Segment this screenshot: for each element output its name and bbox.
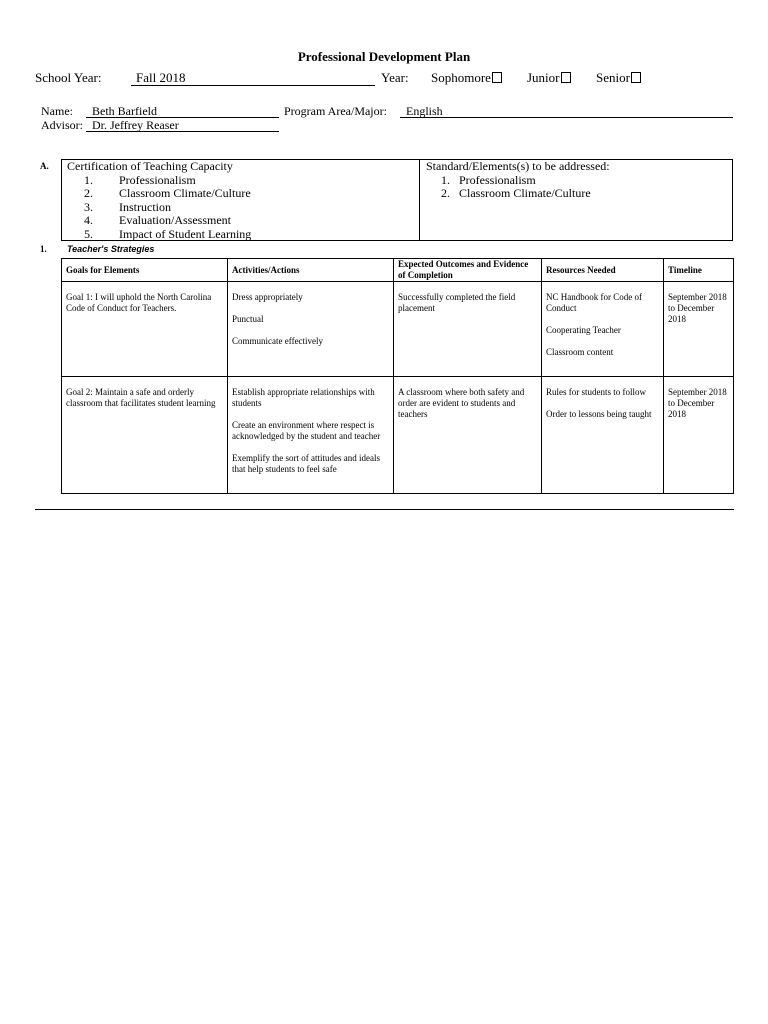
activity-item: Create an environment where respect is acknowledged by the student and teacher: [232, 420, 381, 441]
item-number: 2.: [84, 186, 93, 200]
item-number: 2.: [441, 186, 450, 200]
goal-cell[interactable]: Goal 2: Maintain a safe and orderly classroom that facilitates student learning: [62, 377, 228, 494]
table-row: [62, 282, 734, 377]
resource-item: Cooperating Teacher: [546, 325, 621, 335]
resources-cell[interactable]: [542, 377, 664, 494]
resource-item: Classroom content: [546, 347, 614, 357]
resources-cell[interactable]: [542, 282, 664, 377]
school-year-underline: [131, 85, 375, 86]
certification-list: [67, 160, 251, 241]
resource-item: Order to lessons being taught: [546, 409, 652, 419]
strategies-table: [61, 258, 734, 494]
standards-item: [426, 174, 610, 188]
certification-heading: Certification of Teaching Capacity: [67, 159, 233, 173]
resource-item: NC Handbook for Code of Conduct: [546, 292, 642, 313]
item-text: Classroom Climate/Culture: [459, 186, 591, 200]
standards-heading: Standard/Elements(s) to be addressed:: [426, 159, 610, 173]
advisor-value[interactable]: Dr. Jeffrey Reaser: [92, 118, 179, 132]
section-a-marker: A.: [40, 161, 49, 171]
activity-item: Communicate effectively: [232, 336, 324, 346]
advisor-underline: [86, 131, 279, 132]
certification-item: [67, 187, 251, 201]
name-label: Name:: [41, 104, 73, 118]
activity-item: Dress appropriately: [232, 292, 303, 302]
program-label: Program Area/Major:: [284, 104, 387, 118]
header-resources: Resources Needed: [542, 259, 664, 282]
item-number: 3.: [84, 199, 93, 214]
item-text: Professionalism: [119, 172, 196, 187]
advisor-label: Advisor:: [41, 118, 83, 132]
certification-item: [67, 174, 251, 188]
year-option-sophomore[interactable]: [431, 70, 502, 86]
item-number: 1.: [84, 172, 93, 187]
activity-item: Establish appropriate relationships with students: [232, 387, 375, 408]
resource-item: Rules for students to follow: [546, 387, 646, 397]
program-value[interactable]: English: [406, 104, 443, 118]
junior-checkbox[interactable]: [561, 72, 571, 83]
page-title: Professional Development Plan: [297, 49, 471, 64]
certification-box: [61, 159, 733, 241]
sophomore-checkbox[interactable]: [492, 72, 502, 83]
strategies-heading: Teacher's Strategies: [67, 244, 155, 254]
certification-divider: [419, 160, 420, 240]
standards-item: [426, 187, 610, 201]
header-activities: Activities/Actions: [228, 259, 394, 282]
header-outcomes: Expected Outcomes and Evidence of Completion: [394, 259, 542, 282]
activity-item: Exemplify the sort of attitudes and ideals that help students to feel safe: [232, 453, 380, 474]
item-number: 1.: [441, 172, 450, 187]
timeline-cell[interactable]: September 2018 to December 2018: [664, 377, 734, 494]
year-option-sophomore-label: Sophomore: [431, 70, 491, 85]
activities-cell[interactable]: [228, 282, 394, 377]
item-text: Classroom Climate/Culture: [119, 186, 251, 200]
item-text: Impact of Student Learning: [119, 226, 252, 241]
certification-item: [67, 201, 251, 215]
activity-item: Punctual: [232, 314, 264, 324]
goal-cell[interactable]: Goal 1: I will uphold the North Carolina Code of Conduct for Teachers.: [62, 282, 228, 377]
program-underline: [400, 117, 733, 118]
item-text: Evaluation/Assessment: [119, 213, 231, 227]
certification-item: [67, 228, 251, 242]
section-1-marker: 1.: [40, 244, 47, 254]
table-row: [62, 377, 734, 494]
school-year-value[interactable]: Fall 2018: [136, 70, 186, 85]
item-text: Instruction: [119, 199, 171, 214]
certification-item: [67, 214, 251, 228]
bottom-rule: [35, 509, 734, 510]
year-label: Year:: [381, 70, 409, 85]
timeline-cell[interactable]: September 2018 to December 2018: [664, 282, 734, 377]
header-goals: Goals for Elements: [62, 259, 228, 282]
year-option-junior-label: Junior: [527, 70, 560, 85]
name-value[interactable]: Beth Barfield: [92, 104, 157, 118]
year-option-junior[interactable]: [527, 70, 571, 86]
outcomes-cell[interactable]: A classroom where both safety and order are evident to students and teachers: [394, 377, 542, 494]
item-text: Professionalism: [459, 172, 536, 187]
year-option-senior-label: Senior: [596, 70, 630, 85]
activities-cell[interactable]: [228, 377, 394, 494]
outcomes-cell[interactable]: Successfully completed the field placement: [394, 282, 542, 377]
senior-checkbox[interactable]: [631, 72, 641, 83]
header-timeline: Timeline: [664, 259, 734, 282]
item-number: 4.: [84, 213, 93, 227]
item-number: 5.: [84, 226, 93, 241]
standards-list: [426, 160, 610, 201]
year-option-senior[interactable]: [596, 70, 641, 86]
table-header-row: [62, 259, 734, 282]
school-year-label: School Year:: [35, 70, 102, 85]
